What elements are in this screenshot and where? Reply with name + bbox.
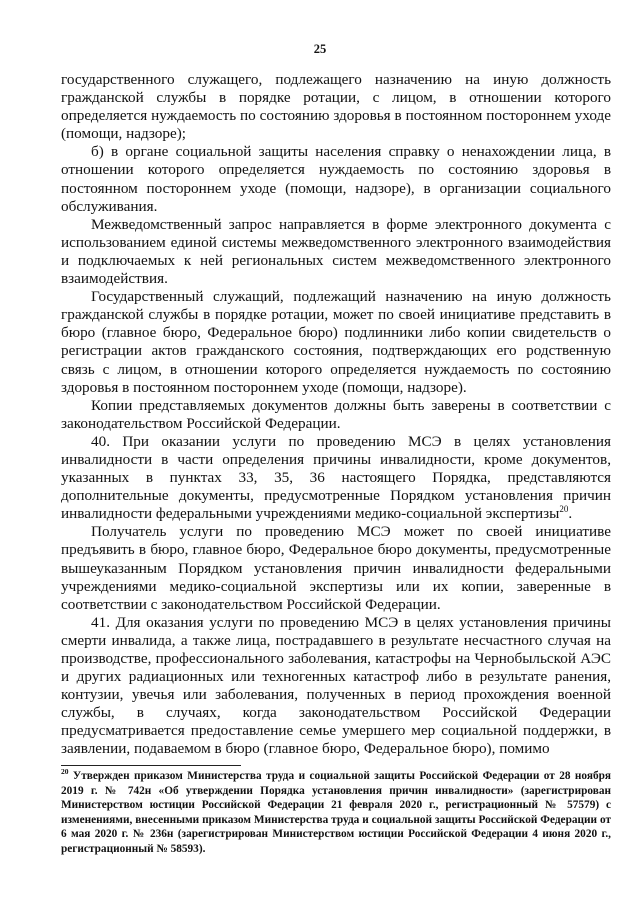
footnote-reference[interactable]: 20 [559,504,569,515]
paragraph-service-recipient: Получатель услуги по проведению МСЭ может по своей инициативе предъявить в бюро, главное бюро, Федеральное бюро документы, предусмотренные вышеуказанным Порядком установления причин инвалидности федеральными учреждениями медико-социальной экспертизы или их копии, заверенные в соответствии с законодательством Российской Федерации. [61,523,611,613]
paragraph-continuation: государственного служащего, подлежащего назначению на иную должность гражданской службы в порядке ротации, с лицом, в отношении которого определяется нуждаемость по состоянию здоровья в постоянном постороннем уходе (помощи, надзоре); [61,71,611,143]
footnote-divider [61,765,241,766]
paragraph-civil-servant: Государственный служащий, подлежащий назначению на иную должность гражданской службы в порядке ротации, может по своей инициативе представить в бюро (главное бюро, Федеральное бюро) подлинники либо копии свидетельств о регистрации актов гражданского состояния, подтверждающих его родственную связь с лицом, в отношении которого определяется нуждаемость по состоянию здоровья в постоянном постороннем уходе (помощи, надзоре). [61,288,611,396]
footnote-marker: 20 [61,767,69,777]
paragraph-40 [61,433,611,523]
document-body [61,71,611,759]
paragraph-item-b: б) в органе социальной защиты населения справку о ненахождении лица, в отношении которого определяется нуждаемость по состоянию здоровья в постоянном постороннем уходе (помощи, надзоре), в организации социального обслуживания. [61,143,611,215]
paragraph-41: 41. Для оказания услуги по проведению МСЭ в целях установления причины смерти инвалида, а также лица, пострадавшего в результате несчастного случая на производстве, профессионального заболевания, катастрофы на Чернобыльской АЭС и других радиационных или техногенных катастроф либо в результате ранения, контузии, увечья или заболевания, полученных в период прохождения военной службы, в случаях, когда законодательством Российской Федерации предусматривается предоставление семье умершего мер социальной поддержки, в заявлении, подаваемом в бюро (главное бюро, Федеральное бюро), помимо [61,613,611,758]
paragraph-40-text: 40. При оказании услуги по проведению МСЭ в целях установления инвалидности в части определения причины инвалидности, кроме документов, указанных в пунктах 33, 35, 36 настоящего Порядка, представляются дополнительные документы, предусмотренные Порядком установления причин инвалидности федеральными учреждениями медико-социальной экспертизы [61,432,611,523]
footnote-text: Утвержден приказом Министерства труда и социальной защиты Российской Федерации от 28 ноября 2019 г. № 742н «Об утверждении Порядка установления причин инвалидности» (зарегистрирован Министерством юстиции Российской Федерации 21 февраля 2020 г., регистрационный № 57579) с изменениями, внесенными приказом Министерства труда и социальной защиты Российской Федерации от 6 мая 2020 г. № 236н (зарегистрирован Министерством юстиции Российской Федерации 4 июня 2020 г., регистрационный № 58593). [61,770,611,855]
footnote [61,769,611,857]
page-number: 25 [313,42,327,56]
paragraph-interagency-request: Межведомственный запрос направляется в форме электронного документа с использованием единой системы межведомственного электронного взаимодействия и подключаемых к ней региональных систем межведомственного электронного взаимодействия. [61,215,611,288]
paragraph-40-end: . [568,505,573,523]
paragraph-copies: Копии представляемых документов должны быть заверены в соответствии с законодательством Российской Федерации. [61,396,611,432]
